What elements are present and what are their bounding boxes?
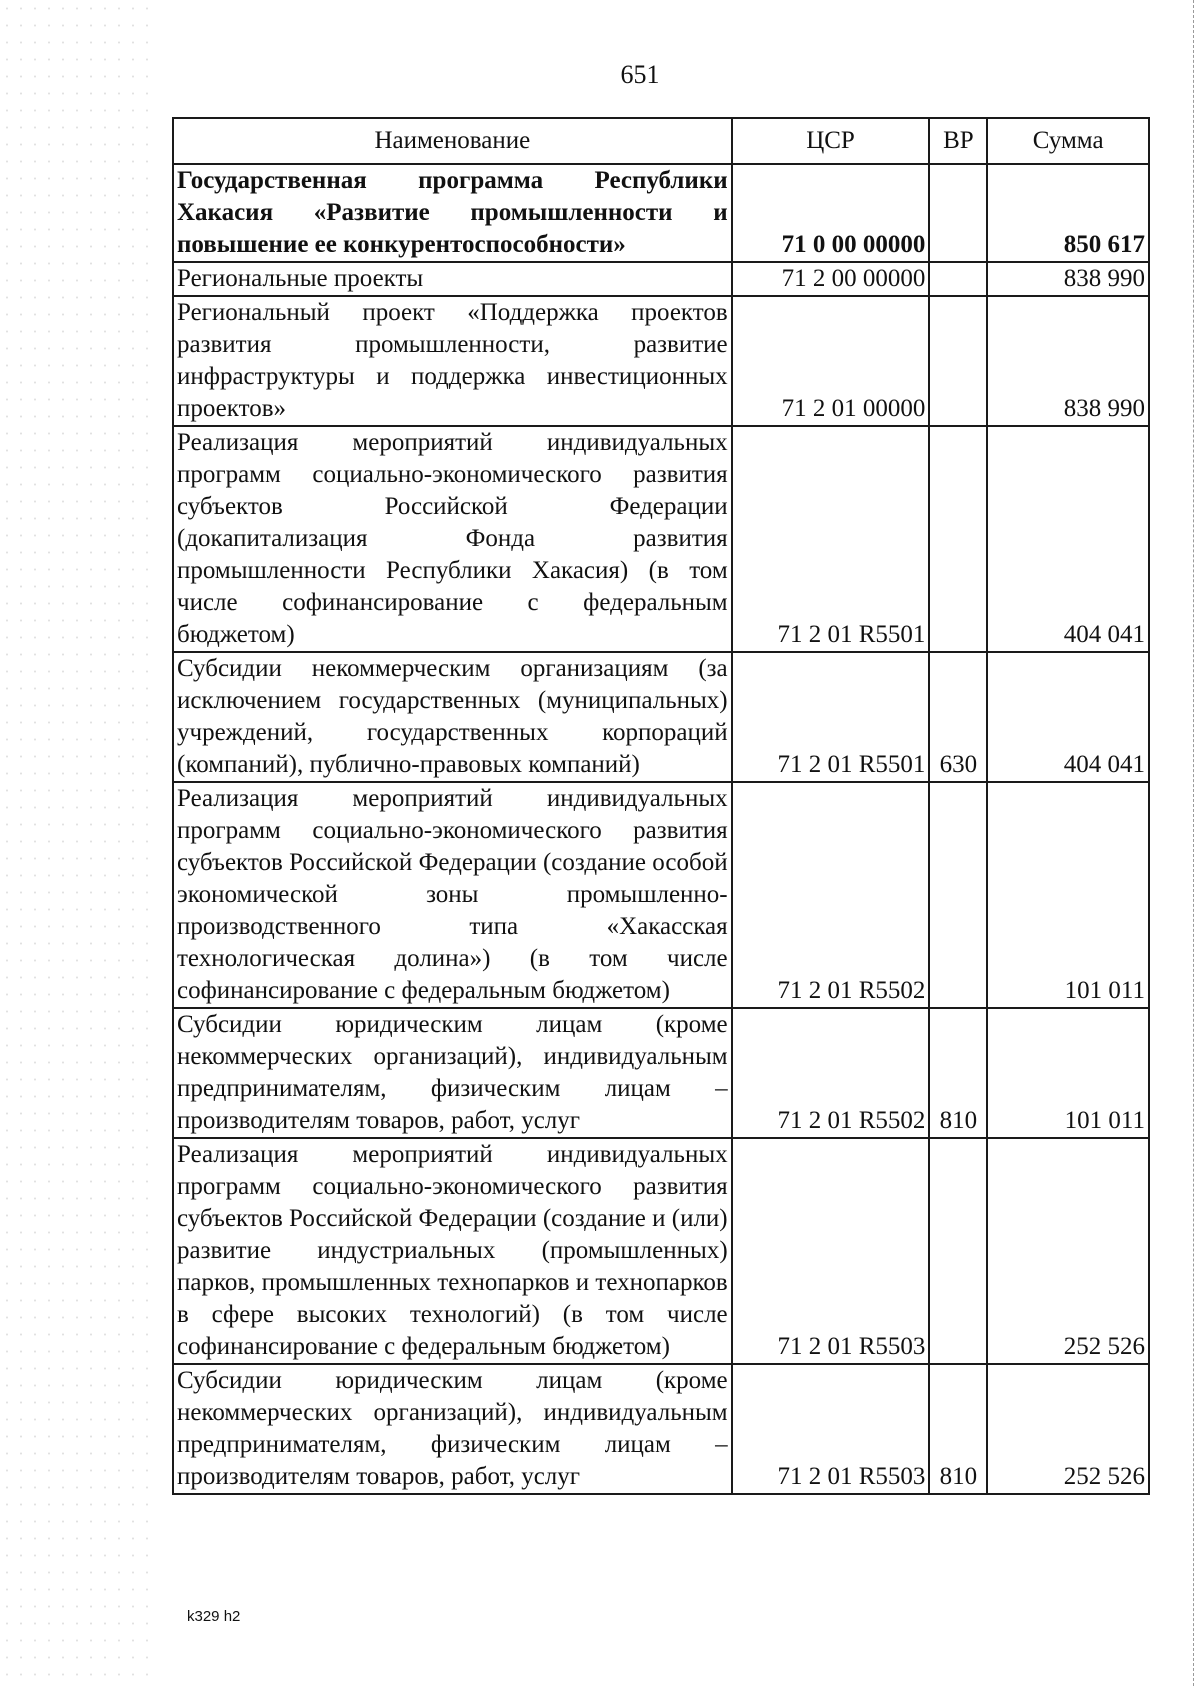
- table-row: [173, 1364, 1149, 1494]
- page-number: 651: [620, 60, 660, 89]
- table-row: [173, 426, 1149, 652]
- cell-sum: 252 526: [987, 1138, 1149, 1364]
- cell-vr: [929, 782, 987, 1008]
- cell-vr: 810: [929, 1364, 987, 1494]
- cell-vr: [929, 296, 987, 426]
- cell-sum: 101 011: [987, 1008, 1149, 1138]
- cell-name: Субсидии некоммерческим организациям (за исключением государственных (муниципальных) учреждений, государственных корпораций (компаний), публично-правовых компаний): [173, 652, 732, 782]
- table-row: [173, 1138, 1149, 1364]
- scan-noise: [0, 0, 150, 1686]
- cell-name: Субсидии юридическим лицам (кроме некоммерческих организаций), индивидуальным предпринимателям, физическим лицам – производителям товаров, работ, услуг: [173, 1008, 732, 1138]
- table-row: [173, 164, 1149, 262]
- cell-name: Региональный проект «Поддержка проектов развития промышленности, развитие инфраструктуры и поддержка инвестиционных проектов»: [173, 296, 732, 426]
- cell-sum: 404 041: [987, 652, 1149, 782]
- cell-csr: 71 2 01 R5503: [732, 1138, 930, 1364]
- cell-csr: 71 0 00 00000: [732, 164, 930, 262]
- cell-sum: 838 990: [987, 262, 1149, 296]
- cell-vr: 630: [929, 652, 987, 782]
- cell-sum: 850 617: [987, 164, 1149, 262]
- page-edge: [1193, 0, 1194, 1686]
- table-row: [173, 782, 1149, 1008]
- cell-sum: 252 526: [987, 1364, 1149, 1494]
- budget-table: [172, 117, 1150, 1495]
- cell-name: Реализация мероприятий индивидуальных программ социально-экономического развития субъектов Российской Федерации (создание особой экономической зоны промышленно-производственного типа «Хакасская технологическая долина») (в том числе софинансирование с федеральным бюджетом): [173, 782, 732, 1008]
- header-vr: ВР: [929, 118, 987, 164]
- cell-vr: [929, 1138, 987, 1364]
- table-row: [173, 1008, 1149, 1138]
- table-row: [173, 296, 1149, 426]
- table-row: [173, 262, 1149, 296]
- cell-csr: 71 2 01 R5502: [732, 1008, 930, 1138]
- cell-csr: 71 2 01 R5503: [732, 1364, 930, 1494]
- cell-csr: 71 2 01 R5501: [732, 426, 930, 652]
- cell-csr: 71 2 01 R5502: [732, 782, 930, 1008]
- cell-vr: [929, 164, 987, 262]
- cell-sum: 838 990: [987, 296, 1149, 426]
- cell-csr: 71 2 01 R5501: [732, 652, 930, 782]
- cell-name: Реализация мероприятий индивидуальных программ социально-экономического развития субъектов Российской Федерации (создание и (или) развитие индустриальных (промышленных) парков, промышленных технопарков и технопарков в сфере высоких технологий) (в том числе софинансирование с федеральным бюджетом): [173, 1138, 732, 1364]
- cell-vr: 810: [929, 1008, 987, 1138]
- cell-name: Субсидии юридическим лицам (кроме некоммерческих организаций), индивидуальным предпринимателям, физическим лицам – производителям товаров, работ, услуг: [173, 1364, 732, 1494]
- cell-vr: [929, 426, 987, 652]
- header-sum: Сумма: [987, 118, 1149, 164]
- table-header-row: [173, 118, 1149, 164]
- cell-csr: 71 2 00 00000: [732, 262, 930, 296]
- header-csr: ЦСР: [732, 118, 930, 164]
- cell-name: Государственная программа Республики Хакасия «Развитие промышленности и повышение ее конкурентоспособности»: [173, 164, 732, 262]
- header-name: Наименование: [173, 118, 732, 164]
- cell-vr: [929, 262, 987, 296]
- cell-name: Региональные проекты: [173, 262, 732, 296]
- cell-csr: 71 2 01 00000: [732, 296, 930, 426]
- cell-sum: 101 011: [987, 782, 1149, 1008]
- table-row: [173, 652, 1149, 782]
- cell-name: Реализация мероприятий индивидуальных программ социально-экономического развития субъектов Российской Федерации (докапитализация Фонда развития промышленности Республики Хакасия) (в том числе софинансирование с федеральным бюджетом): [173, 426, 732, 652]
- cell-sum: 404 041: [987, 426, 1149, 652]
- document-code: k329 h2: [187, 1608, 241, 1625]
